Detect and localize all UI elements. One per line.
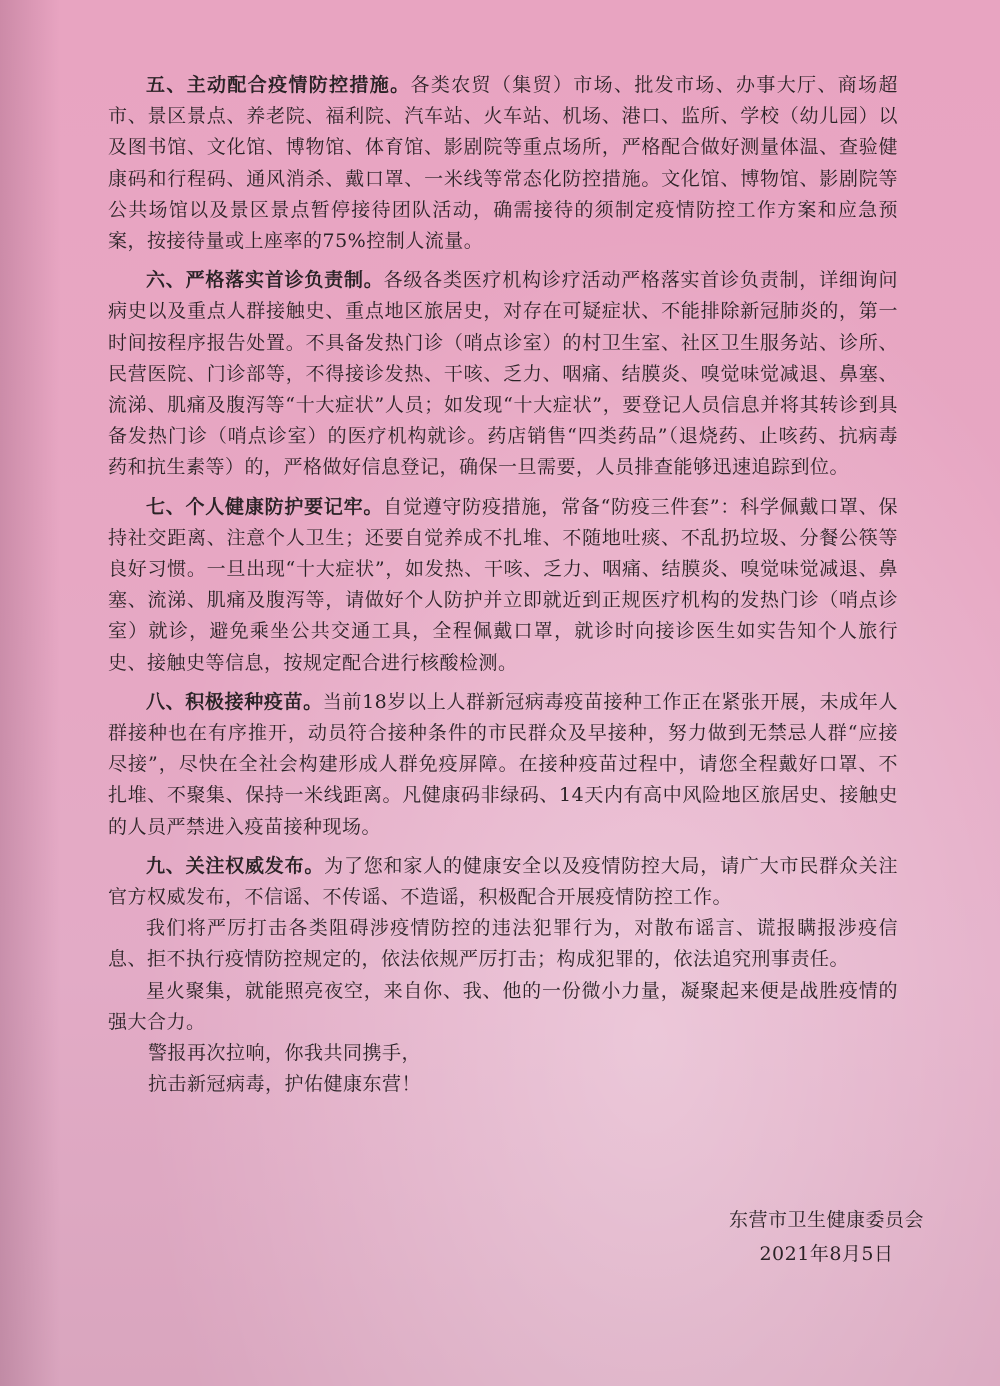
section-heading: 五、主动配合疫情防控措施。 bbox=[146, 74, 411, 96]
section-5 bbox=[108, 70, 898, 257]
section-text: 自觉遵守防疫措施，常备“防疫三件套”：科学佩戴口罩、保持社交距离、注意个人卫生；还要自觉养成不扎堆、不随地吐痰、不乱扔垃圾、分餐公筷等良好习惯。一旦出现“十大症状”，如发热、干咳、乏力、咽痛、结膜炎、嗅觉味觉减退、鼻塞、流涕、肌痛及腹泻等，请做好个人防护并立即就近到正规医疗机构的发热门诊（哨点诊室）就诊，避免乘坐公共交通工具，全程佩戴口罩，就诊时向接诊医生如实告知个人旅行史、接触史等信息，按规定配合进行核酸检测。 bbox=[108, 495, 898, 674]
section-9 bbox=[108, 851, 898, 913]
issuing-organization: 东营市卫生健康委员会 bbox=[728, 1209, 924, 1231]
notice-body bbox=[108, 70, 898, 1100]
slogan-line: 抗击新冠病毒，护佑健康东营！ bbox=[148, 1073, 422, 1096]
section-text: 为了您和家人的健康安全以及疫情防控大局，请广大市民群众关注官方权威发布，不信谣、不传谣、不造谣，积极配合开展疫情防控工作。 bbox=[108, 854, 898, 909]
section-text: 各类农贸（集贸）市场、批发市场、办事大厅、商场超市、景区景点、养老院、福利院、汽车站、火车站、机场、港口、监所、学校（幼儿园）以及图书馆、文化馆、博物馆、体育馆、影剧院等重点场所，严格配合做好测量体温、查验健康码和行程码、通风消杀、戴口罩、一米线等常态化防控措施。文化馆、博物馆、影剧院等公共场馆以及景区景点暂停接待团队活动，确需接待的须制定疫情防控工作方案和应急预案，按接待量或上座率的75%控制人流量。 bbox=[108, 74, 898, 253]
section-heading: 七、个人健康防护要记牢。 bbox=[146, 495, 384, 518]
section-6 bbox=[108, 265, 898, 483]
section-text: 当前18岁以上人群新冠病毒疫苗接种工作正在紧张开展，未成年人群接种也在有序推开，动员符合接种条件的市民群众及早接种，努力做到无禁忌人群“应接尽接”，尽快在全社会构建形成人群免疫屏障。在接种疫苗过程中，请您全程戴好口罩、不扎堆、不聚集、保持一米线距离。凡健康码非绿码、14天内有高中风险地区旅居史、接触史的人员严禁进入疫苗接种现场。 bbox=[108, 690, 898, 838]
page-shadow bbox=[0, 0, 60, 1386]
section-heading: 九、关注权威发布。 bbox=[146, 854, 325, 877]
slogan-line: 警报再次拉响，你我共同携手， bbox=[148, 1042, 422, 1065]
issue-date: 2021年8月5日 bbox=[759, 1243, 894, 1265]
closing-paragraph: 我们将严厉打击各类阻碍涉疫情防控的违法犯罪行为，对散布谣言、谎报瞒报涉疫信息、拒不执行疫情防控规定的，依法依规严厉打击；构成犯罪的，依法追究刑事责任。 bbox=[108, 917, 898, 971]
section-heading: 六、严格落实首诊负责制。 bbox=[146, 269, 384, 292]
signature-block bbox=[729, 1203, 924, 1271]
section-8 bbox=[108, 687, 898, 843]
closing-paragraph: 星火聚集，就能照亮夜空，来自你、我、他的一份微小力量，凝聚起来便是战胜疫情的强大合力。 bbox=[108, 979, 898, 1033]
section-heading: 八、积极接种疫苗。 bbox=[146, 690, 323, 713]
section-7 bbox=[108, 492, 898, 679]
section-text: 各级各类医疗机构诊疗活动严格落实首诊负责制，详细询问病史以及重点人群接触史、重点地区旅居史，对存在可疑症状、不能排除新冠肺炎的，第一时间按程序报告处置。不具备发热门诊（哨点诊室）的村卫生室、社区卫生服务站、诊所、民营医院、门诊部等，不得接诊发热、干咳、乏力、咽痛、结膜炎、嗅觉味觉减退、鼻塞、流涕、肌痛及腹泻等“十大症状”人员；如发现“十大症状”，要登记人员信息并将其转诊到具备发热门诊（哨点诊室）的医疗机构就诊。药店销售“四类药品”（退烧药、止咳药、抗病毒药和抗生素等）的，严格做好信息登记，确保一旦需要，人员排查能够迅速追踪到位。 bbox=[108, 269, 898, 479]
